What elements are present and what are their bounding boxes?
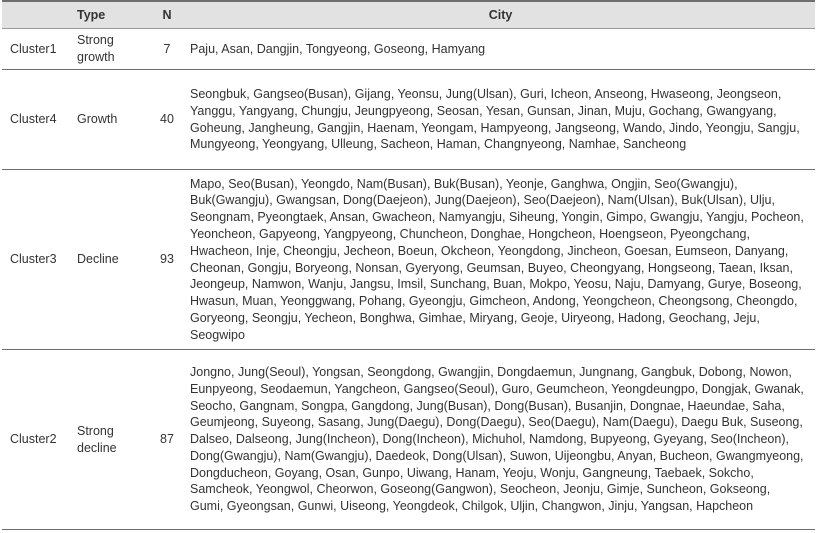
city-cell: Jongno, Jung(Seoul), Yongsan, Seongdong, Gwangjin, Dongdaemun, Jungnang, Gangbuk, Dobong, Nowon, Eunpyeong, Seodaemun, Yangcheon, Gangseo(Seoul), Guro, Geumcheon, Yeongdeungpo, Dongjak, Gwanak, Seocho, Gangnam, Songpa, Gangdong, Jung(Busan), Dong(Busan), Busanjin, Dongnae, Haeundae, Saha, Geumjeong, Suyeong, Sasang, Jung(Daegu), Dong(Daegu), Seo(Daegu), Nam(Daegu), Daegu Buk, Suseong, Dalseo, Dalseong, Jung(Incheon), Dong(Incheon), Michuhol, Namdong, Bupyeong, Gyeyang, Seo(Incheon), Dong(Gwangju), Nam(Gwangju), Daedeok, Dong(Ulsan), Suwon, Uijeongbu, Anyan, Bucheon, Gwangmyeong, Dongducheon, Goyang, Osan, Gunpo, Uiwang, Hanam, Yeoju, Wonju, Gangneung, Taebaek, Sokcho, Samcheok, Yeongwol, Cheorwon, Goseong(Gangwon), Seocheon, Jeonju, Gimje, Suncheon, Gokseong, Gumi, Gyeongsan, Gunwi, Uiseong, Yeongdeok, Chilgok, Uljin, Changwon, Jinju, Yangsan, Hapcheon [190, 364, 804, 514]
n-cell: 93 [160, 252, 174, 267]
type-cell: Strong decline [77, 423, 117, 455]
cluster-cell: Cluster3 [10, 252, 57, 267]
n-cell: 7 [163, 41, 171, 56]
table-row [2, 170, 815, 350]
header-cluster [2, 1, 74, 29]
cluster-cell: Cluster2 [10, 432, 57, 447]
city-cell: Paju, Asan, Dangjin, Tongyeong, Goseong, Hamyang [190, 41, 486, 56]
city-cell: Mapo, Seo(Busan), Yeongdo, Nam(Busan), Buk(Busan), Yeonje, Ganghwa, Ongjin, Seo(Gwangju), Buk(Gwangju), Gwangsan, Dong(Daejeon), Jung(Daejeon), Seo(Daejeon), Nam(Ulsan), Buk(Ulsan), Ulju, Seongnam, Pyeongtaek, Ansan, Gwacheon, Namyangju, Siheung, Yongin, Gimpo, Gwangju, Yangju, Pocheon, Yeoncheon, Gapyeong, Yangpyeong, Chuncheon, Donghae, Hongcheon, Hoengseon, Pyeongchang, Hwacheon, Inje, Cheongju, Jecheon, Boeun, Okcheon, Yeongdong, Jincheon, Goesan, Eumseon, Danyang, Cheonan, Gongju, Boryeong, Nonsan, Gyeryong, Geumsan, Buyeo, Cheongyang, Hongseong, Taean, Iksan, Jeongeup, Namwon, Wanju, Jangsu, Imsil, Sunchang, Buan, Mokpo, Yeosu, Naju, Damyang, Gurye, Boseong, Hwasun, Muan, Yeonggwang, Pohang, Gyeongju, Gimcheon, Andong, Yeongcheon, Cheongsong, Cheongdo, Goryeong, Seongju, Yecheon, Bonghwa, Gimhae, Miryang, Geoje, Uiryeong, Hadong, Geochang, Jeju, Seogwipo [190, 176, 804, 342]
cluster-cell: Cluster1 [10, 41, 57, 56]
header-n: N [162, 7, 172, 22]
header-row [2, 1, 815, 29]
type-cell: Growth [77, 112, 118, 127]
n-cell: 40 [160, 112, 174, 127]
table-row [2, 70, 815, 170]
cluster-cell: Cluster4 [10, 112, 57, 127]
type-cell: Strong growth [77, 33, 115, 64]
table-row [2, 29, 815, 70]
header-type: Type [77, 7, 106, 22]
table-row [2, 350, 815, 530]
type-cell: Decline [77, 252, 119, 267]
header-city: City [488, 7, 513, 22]
cluster-table [2, 0, 815, 530]
city-cell: Seongbuk, Gangseo(Busan), Gijang, Yeonsu, Jung(Ulsan), Guri, Icheon, Anseong, Hwaseong, Jeongseon, Yanggu, Yangyang, Chungju, Jeungpyeong, Seosan, Yesan, Gunsan, Jinan, Muju, Gochang, Gwangyang, Goheung, Jangheung, Gangjin, Haenam, Yeongam, Hampyeong, Jangseong, Wando, Jindo, Yeongju, Sangju, Mungyeong, Yeongyang, Ulleung, Sacheon, Haman, Changnyeong, Namhae, Sancheong [190, 86, 800, 152]
n-cell: 87 [160, 432, 174, 447]
